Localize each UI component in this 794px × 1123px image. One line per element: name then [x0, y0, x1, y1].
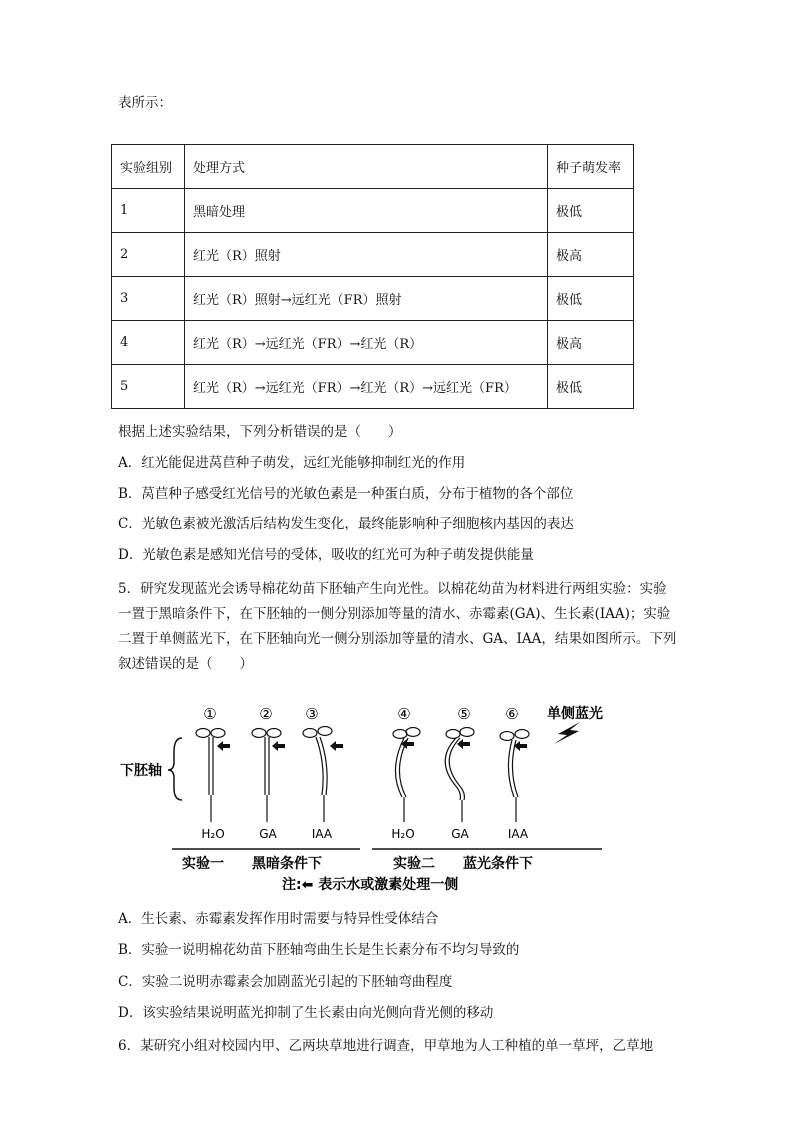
hypocotyl-label: 下胚轴	[120, 763, 162, 779]
cell-group: 2	[112, 233, 185, 277]
cell-germination: 极低	[548, 365, 634, 409]
seedling	[500, 730, 529, 823]
q4-option-c: C．光敏色素被光激活后结构发生变化，最终能影响种子细胞核内基因的表达	[118, 516, 574, 532]
seedling	[445, 728, 474, 823]
seedling-number: ③	[305, 705, 319, 723]
header-group: 实验组别	[112, 145, 185, 189]
cell-germination: 极低	[548, 277, 634, 321]
cell-germination: 极高	[548, 233, 634, 277]
treatment-label: H₂O	[201, 827, 225, 841]
group1-label: 实验一 黑暗条件下	[182, 856, 322, 872]
q4-option-b: B．莴苣种子感受红光信号的光敏色素是一种蛋白质，分布于植物的各个部位	[118, 486, 574, 502]
treatment-label: GA	[259, 827, 277, 841]
treatment-label: GA	[451, 827, 469, 841]
cell-germination: 极低	[548, 189, 634, 233]
intro-text: 表所示：	[118, 95, 172, 111]
q5-option-d: D．该实验结果说明蓝光抑制了生长素由向光侧向背光侧的移动	[118, 1005, 494, 1021]
table-row	[112, 277, 634, 321]
header-treatment: 处理方式	[185, 145, 548, 189]
q5-option-b: B．实验一说明棉花幼苗下胚轴弯曲生长是生长素分布不均匀导致的	[118, 942, 520, 958]
treatment-label: IAA	[507, 827, 529, 841]
table-row	[112, 233, 634, 277]
cell-treatment: 红光（R）照射	[185, 233, 548, 277]
q4-stem: 根据上述实验结果，下列分析错误的是（ ）	[118, 424, 402, 440]
q4-option-a: A．红光能促进莴苣种子萌发，远红光能够抑制红光的作用	[118, 455, 466, 471]
cell-germination: 极高	[548, 321, 634, 365]
cell-treatment: 黑暗处理	[185, 189, 548, 233]
treatment-label: IAA	[311, 827, 333, 841]
q4-option-d: D．光敏色素是感知光信号的受体，吸收的红光可为种子萌发提供能量	[118, 547, 534, 563]
seedling	[303, 727, 332, 823]
lightning-icon	[554, 722, 580, 744]
arrow-left-icon	[272, 741, 285, 751]
cell-treatment: 红光（R）照射→远红光（FR）照射	[185, 277, 548, 321]
cell-treatment: 红光（R）→远红光（FR）→红光（R）→远红光（FR）	[185, 365, 548, 409]
q6-stem: 6．某研究小组对校园内甲、乙两块草地进行调查，甲草地为人工种植的单一草坪，乙草地	[118, 1038, 654, 1054]
cell-treatment: 红光（R）→远红光（FR）→红光（R）	[185, 321, 548, 365]
q5-option-a: A．生长素、赤霉素发挥作用时需要与特异性受体结合	[118, 911, 439, 927]
seedling-number: ⑤	[457, 705, 471, 723]
table-header-row	[112, 145, 634, 189]
seedling-figure	[110, 700, 610, 900]
seedling-number: ②	[259, 705, 273, 723]
seedling	[196, 729, 225, 823]
cell-group: 4	[112, 321, 185, 365]
seedling-number: ⑥	[505, 705, 519, 723]
q5-stem: 5．研究发现蓝光会诱导棉花幼苗下胚轴产生向光性。以棉花幼苗为材料进行两组实验：实验一置于黑暗条件下，在下胚轴的一侧分别添加等量的清水、赤霉素(GA)、生长素(IAA)；实验二置于单侧蓝光下，在下胚轴向光一侧分别添加等量的清水、GA、IAA，结果如图所示。下列叙述错误的是（ ）	[118, 581, 677, 672]
treatment-label: H₂O	[391, 827, 415, 841]
cell-group: 5	[112, 365, 185, 409]
brace-icon	[168, 738, 182, 800]
cell-group: 3	[112, 277, 185, 321]
seedling-number: ①	[203, 705, 217, 723]
table-row	[112, 365, 634, 409]
cell-group: 1	[112, 189, 185, 233]
figure-note: 注:⬅ 表示水或激素处理一侧	[282, 877, 459, 893]
table-row	[112, 189, 634, 233]
treatment-arrows	[217, 739, 527, 751]
arrow-left-icon	[457, 739, 470, 749]
blue-light-label: 单侧蓝光	[547, 706, 603, 722]
experiment-table	[111, 144, 634, 409]
header-germination: 种子萌发率	[548, 145, 634, 189]
q5-option-c: C．实验二说明赤霉素会加剧蓝光引起的下胚轴弯曲程度	[118, 974, 453, 990]
seedling-number: ④	[397, 705, 411, 723]
group2-label: 实验二 蓝光条件下	[393, 856, 533, 872]
arrow-left-icon	[217, 741, 230, 751]
table-row	[112, 321, 634, 365]
seedlings	[196, 727, 529, 823]
arrow-left-icon	[330, 741, 343, 751]
